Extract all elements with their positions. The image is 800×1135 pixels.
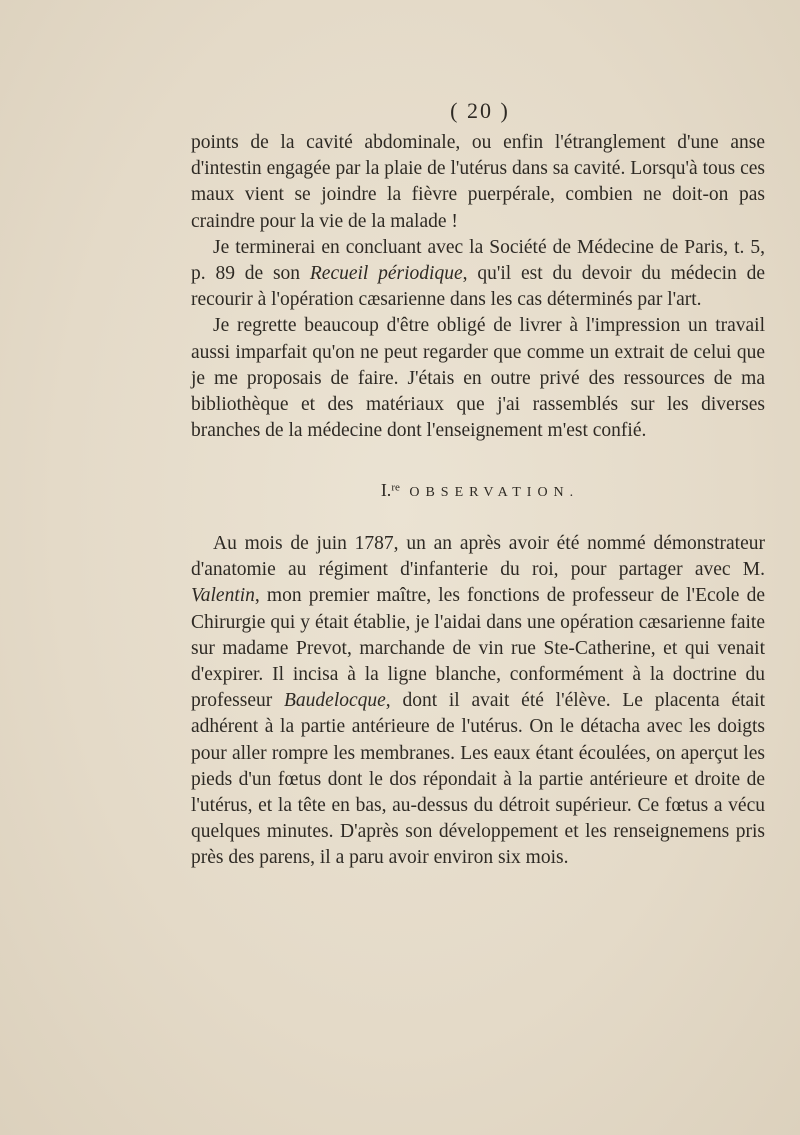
body-text-top (191, 130, 765, 444)
paragraph-1: points de la cavité abdominale, ou enfin l'étranglement d'une anse d'intestin engagée par la plaie de l'utérus dans sa cavité. Lorsqu'à tous ces maux vient se joindre la fièvre puerpérale, combien ne doit-on pas craindre pour la vie de la malade ! (191, 132, 765, 232)
observation-heading (0, 480, 800, 501)
paragraph-2-text-a: Je terminerai en concluant avec la Société de Médecine de Paris, t. 5, p. 89 de son (191, 236, 765, 285)
paragraph-2-text-b: , qu'il est du devoir du médecin de recourir à l'opération cæsarienne dans les cas déterminés par l'art. (191, 263, 765, 311)
paragraph-2 (191, 235, 765, 314)
observation-text-b: , mon premier maître, les fonctions de professeur de l'Ecole de Chirurgie qui y était établie, je l'aidai dans une opération cæsarienne faite sur madame Prevot, marchande de vin rue Ste-Catherine, et qui venait d'expirer. Il incisa à la ligne blanche, conformément à la doctrine du professeur (191, 585, 765, 712)
body-text-observation (191, 531, 765, 872)
observation-text-c: , dont il avait été l'élève. Le placenta était adhérent à la partie antérieure de l'utérus. On le détacha avec les doigts pour aller rompre les membranes. Les eaux étant écoulées, on aperçut les pieds d'un fœtus dont le dos répondait à la partie antérieure et droite de l'utérus, et la tête en bas, au-dessus du détroit supérieur. Ce fœtus a vécu quelques minutes. D'après son développement et les renseignemens pris près des parens, il a paru avoir environ six mois. (191, 690, 766, 869)
observation-paragraph (191, 531, 765, 872)
observation-text-a: Au mois de juin 1787, un an après avoir été nommé démonstrateur d'anatomie au régiment d'infanterie du roi, pour partager avec M. (191, 533, 765, 581)
name-valentin: Valentin (191, 585, 255, 607)
recueil-title: Recueil périodique (309, 263, 463, 285)
observation-number: I. (380, 480, 392, 500)
observation-title: OBSERVATION. (409, 485, 580, 500)
page-number: ( 20 ) (450, 98, 510, 123)
paragraph-3: Je regrette beaucoup d'être obligé de livrer à l'impression un travail aussi imparfait qu'on ne peut regarder que comme un extrait de celui que je me proposais de faire. J'étais en outre privé des ressources de ma bibliothèque et des matériaux que j'ai rassemblés sur les diverses branches de la médecine dont l'enseignement m'est confié. (191, 315, 765, 442)
observation-number-sup: re (391, 481, 400, 494)
name-baudelocque: Baudelocque (284, 690, 386, 712)
